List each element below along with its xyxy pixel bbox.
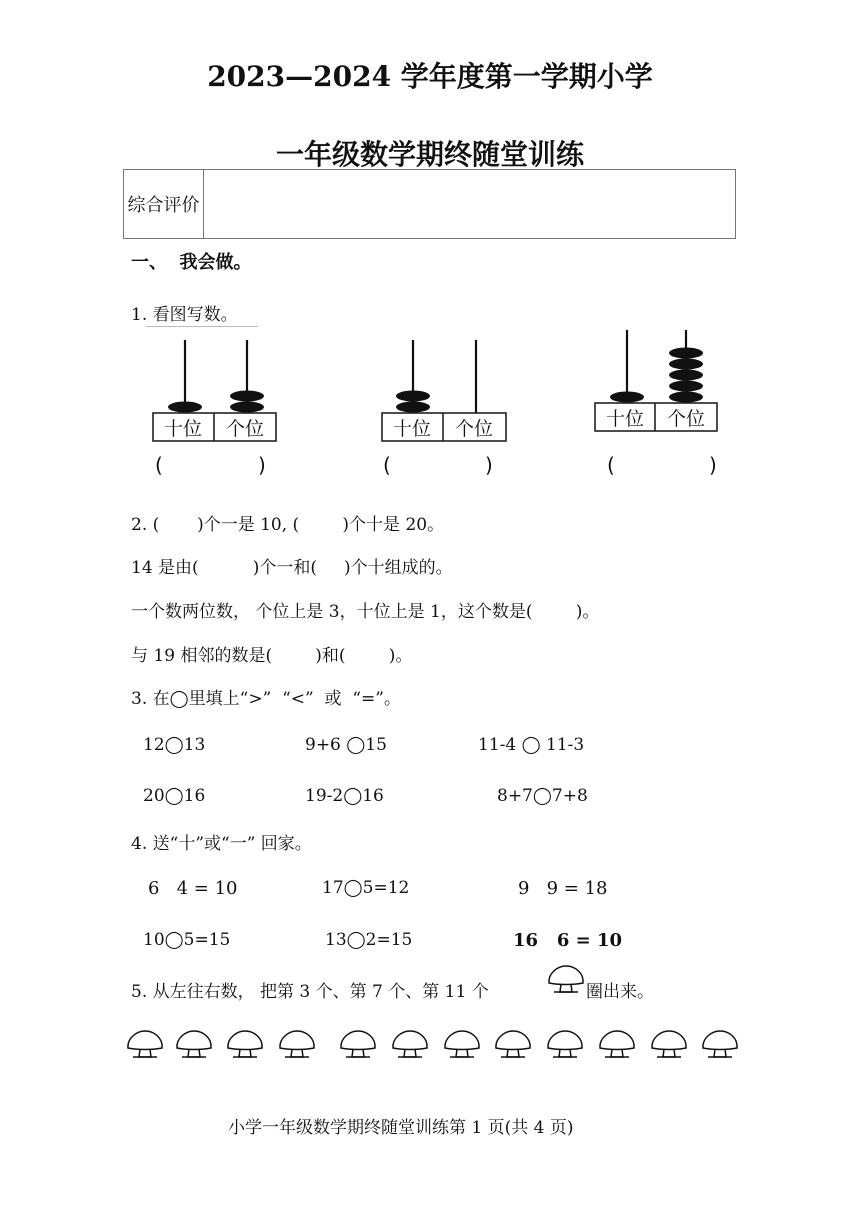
bead [669, 348, 703, 359]
bead [610, 392, 644, 403]
q3-prompt: 3. 在◯里填上“>” “<” 或 “=”。 [131, 689, 401, 709]
q3-item: 9+6 ◯15 [305, 735, 387, 755]
q1-prompt: 1. 看图写数。 [131, 305, 238, 325]
mushroom-icon [442, 1028, 482, 1062]
page-footer: 小学一年级数学期终随堂训练第 1 页(共 4 页) [228, 1118, 574, 1138]
bead [230, 402, 264, 413]
mushroom-icon [338, 1028, 378, 1062]
mushroom-icon [700, 1028, 740, 1062]
bead [168, 402, 202, 413]
bead [396, 391, 430, 402]
evaluation-box [123, 169, 736, 239]
abacus-1 [140, 335, 290, 480]
q4-item: 16 6 = 10 [513, 930, 623, 951]
q3-item: 12◯13 [143, 735, 206, 755]
answer-paren-open: ( [155, 453, 163, 477]
bead [669, 381, 703, 392]
q5-prompt-b: 圈出来。 [586, 982, 654, 1002]
title-line-1: 2023—2024 学年度第一学期小学 [207, 60, 653, 93]
title-line-2: 一年级数学期终随堂训练 [275, 138, 584, 171]
q5-prompt-a: 5. 从左往右数， 把第 3 个、第 7 个、第 11 个 [131, 982, 489, 1002]
q3-item: 11-4 ◯ 11-3 [478, 735, 585, 755]
mushroom-icon [493, 1028, 533, 1062]
answer-paren-close: ) [485, 453, 493, 477]
bead [669, 359, 703, 370]
tens-label: 十位 [605, 408, 645, 430]
abacus-3 [585, 325, 735, 480]
q3-item: 19-2◯16 [305, 786, 384, 806]
answer-paren-open: ( [607, 453, 615, 477]
ones-label: 个位 [666, 408, 706, 430]
mushroom-icon [125, 1028, 165, 1062]
q2-line-3: 一个数两位数， 个位上是 3，十位上是 1，这个数是( )。 [131, 602, 600, 622]
answer-paren-close: ) [258, 453, 266, 477]
q2-line-2: 14 是由( )个一和( )个十组成的。 [131, 558, 453, 578]
section-1-heading: 一、 我会做。 [131, 252, 252, 273]
q3-item: 8+7◯7+8 [497, 786, 588, 806]
mushroom-icon [597, 1028, 637, 1062]
ones-label: 个位 [454, 418, 494, 440]
answer-paren-close: ) [709, 453, 717, 477]
tens-label: 十位 [163, 418, 203, 440]
q4-item: 13◯2=15 [325, 930, 413, 950]
abacus-2 [370, 335, 520, 480]
q2-line-1: 2. ( )个一是 10, ( )个十是 20。 [131, 515, 445, 535]
answer-paren-open: ( [383, 453, 391, 477]
q4-item: 9 9 = 18 [518, 878, 608, 899]
ones-label: 个位 [225, 418, 265, 440]
bead [396, 402, 430, 413]
mushroom-icon [174, 1028, 214, 1062]
mushroom-icon [545, 1028, 585, 1062]
evaluation-label: 综合评价 [124, 170, 204, 238]
mushroom-icon [277, 1028, 317, 1062]
q4-item: 17◯5=12 [322, 878, 410, 898]
q4-prompt: 4. 送“十”或“一” 回家。 [131, 834, 312, 854]
q2-line-4: 与 19 相邻的数是( )和( )。 [131, 646, 413, 666]
tens-label: 十位 [392, 418, 432, 440]
q1-underline [146, 326, 258, 327]
mushroom-icon [649, 1028, 689, 1062]
q4-item: 10◯5=15 [143, 930, 231, 950]
mushroom-icon [546, 963, 586, 997]
q4-item: 6 4 = 10 [148, 878, 238, 899]
mushroom-icon [225, 1028, 265, 1062]
bead [669, 392, 703, 403]
q3-item: 20◯16 [143, 786, 206, 806]
bead [669, 370, 703, 381]
mushroom-icon [390, 1028, 430, 1062]
bead [230, 391, 264, 402]
